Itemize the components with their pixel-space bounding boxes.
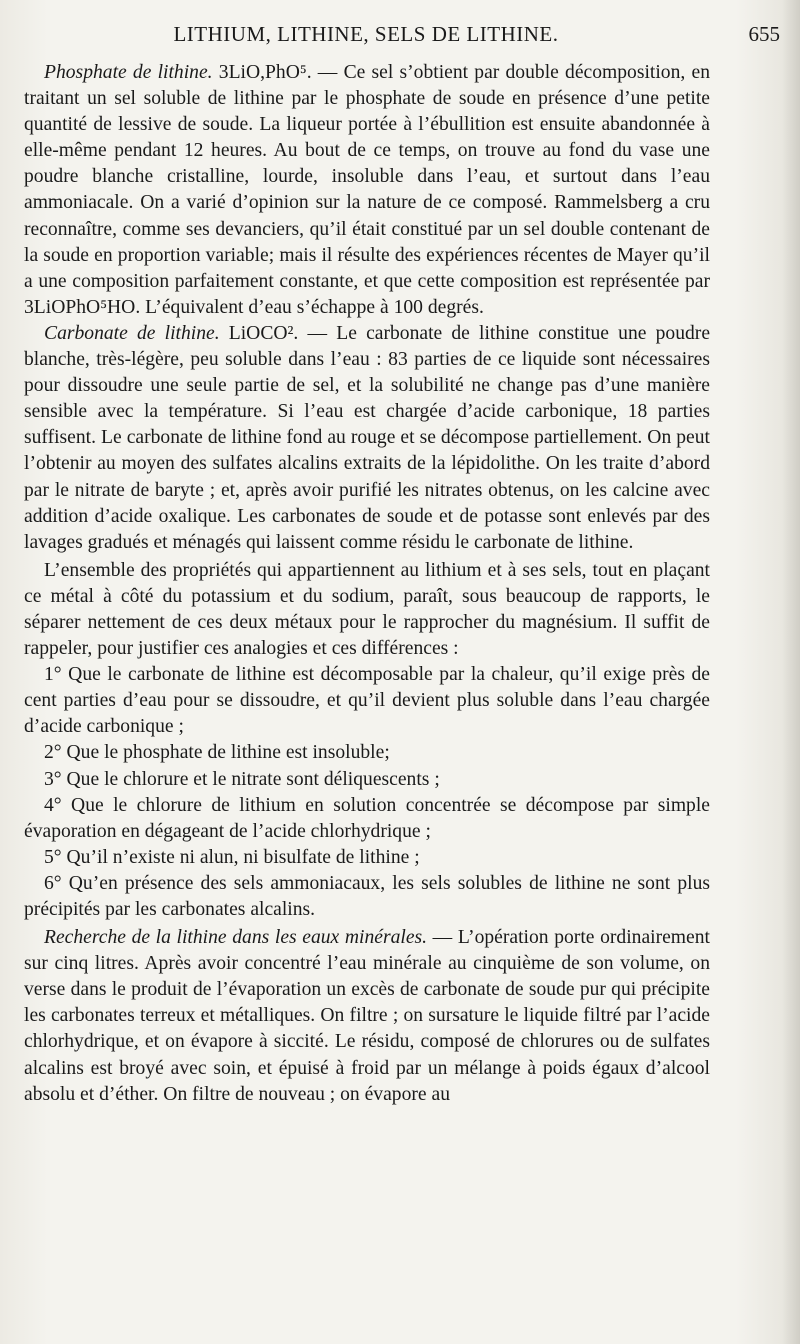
page-number: 655 xyxy=(748,22,780,46)
paragraph-ensemble xyxy=(24,558,710,662)
paragraph-term: Carbonate de lithine. xyxy=(44,322,220,344)
paragraph-text: — Le carbonate de lithine constitue une poudre blanche, très-légère, peu soluble dans l’eau : 83 parties de ce liquide sont nécessaires pour dissoudre une seule partie de sel, et la solubilité ne change pas d’une manière sensible avec la température. Si l’eau est chargée d’acide carbonique, 18 parties suffisent. Le carbonate de lithine fond au rouge et se décompose partiellement. On peut l’obtenir au moyen des sulfates alcalins extraits de la lépidolithe. On les traite d’abord par le nitrate de baryte ; et, après avoir purifié les nitrates obtenus, on les calcine avec addition d’acide oxalique. Les carbonates de soude et de potasse sont enlevés par des lavages gradués et ménagés qui laissent comme résidu le carbonate de lithine. xyxy=(24,322,711,553)
paragraph-text: — Ce sel s’obtient par double décomposition, en traitant un sel soluble de lithine par le phosphate de soude en présence d’une petite quantité de lessive de soude. La liqueur portée à l’ébullition est ensuite abandonnée à elle-même pendant 12 heures. Au bout de ce temps, on trouve au fond du vase une poudre blanche cristalline, lourde, insoluble dans l’eau, et surtout dans l’eau ammoniacale. On a varié d’opinion sur la nature de ce composé. Rammelsberg a cru reconnaître, comme ses devanciers, qu’il était constitué par un sel double contenant de la soude en proportion variable; mais il résulte des expériences récentes de Mayer qu’il a une composition parfaitement constante, et que cette composition est représentée par 3LiOPhO⁵HO. L’équivalent d’eau s’échappe à 100 degrés. xyxy=(24,62,710,318)
paragraph-text: 2° Que le phosphate de lithine est insoluble; xyxy=(44,742,390,764)
list-item-4 xyxy=(24,793,710,845)
paragraph-text: 1° Que le carbonate de lithine est décomposable par la chaleur, qu’il exige près de cent parties d’eau pour se dissoudre, et qu’il devient plus soluble dans l’eau chargée d’acide carbonique ; xyxy=(24,664,710,738)
paragraph-formula: LiOCO². xyxy=(219,322,299,344)
paragraph-term: Phosphate de lithine. xyxy=(44,62,213,83)
paragraph-phosphate xyxy=(24,60,710,321)
body-text xyxy=(24,60,710,1108)
paragraph-recherche xyxy=(24,925,710,1108)
paragraph-text: L’ensemble des propriétés qui appartiennent au lithium et à ses sels, tout en plaçant ce métal à côté du potassium et du sodium, paraît, sous beaucoup de rapports, le séparer nettement de ces deux métaux pour le rapprocher du magnésium. Il suffit de rappeler, pour justifier ces analogies et ces différences : xyxy=(24,559,710,660)
paragraph-formula: 3LiO,PhO⁵. xyxy=(212,62,312,83)
paragraph-carbonate xyxy=(24,321,710,556)
list-item-2 xyxy=(24,740,710,766)
paragraph-text: 5° Qu’il n’existe ni alun, ni bisulfate de lithine ; xyxy=(44,846,420,868)
page-header xyxy=(24,22,780,50)
page-edge-shadow xyxy=(782,0,800,1344)
paragraph-text: 3° Que le chlorure et le nitrate sont déliquescents ; xyxy=(44,768,440,790)
list-item-6 xyxy=(24,871,710,923)
list-item-3 xyxy=(24,767,710,793)
paragraph-text: 6° Qu’en présence des sels ammoniacaux, les sels solubles de lithine ne sont plus précipités par les carbonates alcalins. xyxy=(24,872,710,920)
paragraph-text: — L’opération porte ordinairement sur cinq litres. Après avoir concentré l’eau minérale au cinquième de son volume, on verse dans le produit de l’évaporation un excès de carbonate de soude pur qui précipite les carbonates terreux et métalliques. On filtre ; on sursature le liquide filtré par l’acide chlorhydrique, et on évapore à siccité. Le résidu, composé de chlorures ou de sulfates alcalins est broyé avec soin, et épuisé à froid par un mélange à poids égaux d’alcool absolu et d’éther. On filtre de nouveau ; on évapore au xyxy=(24,927,710,1105)
list-item-1 xyxy=(24,662,710,740)
list-item-5 xyxy=(24,845,710,871)
paragraph-term: Recherche de la lithine dans les eaux minérales. xyxy=(44,927,428,949)
paragraph-text: 4° Que le chlorure de lithium en solution concentrée se décompose par simple évaporation en dégageant de l’acide chlorhydrique ; xyxy=(24,794,710,842)
running-title: LITHIUM, LITHINE, SELS DE LITHINE. xyxy=(173,22,559,46)
